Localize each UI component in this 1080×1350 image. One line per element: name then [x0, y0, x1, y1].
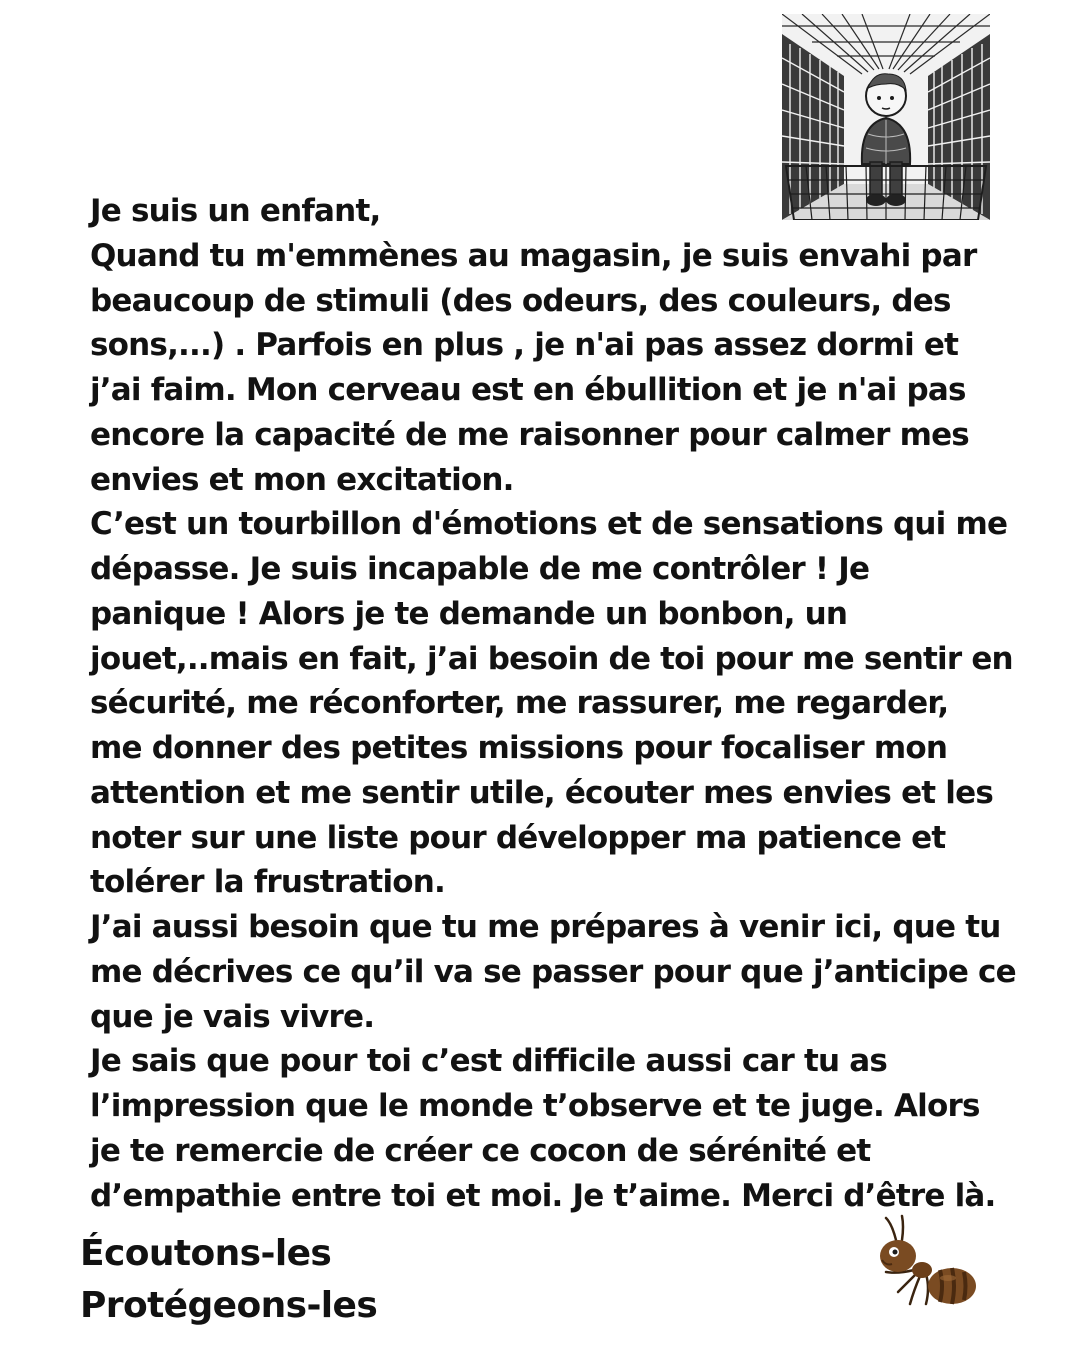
letter-line: tolérer la frustration. [90, 864, 446, 901]
letter-line: noter sur une liste pour développer ma patience et [90, 819, 946, 856]
letter-line: beaucoup de stimuli (des odeurs, des couleurs, des [90, 282, 951, 319]
letter-line: l’impression que le monde t’observe et te juge. Alors [90, 1088, 980, 1124]
letter-line: J’ai aussi besoin que tu me prépares à venir ici, que tu [90, 909, 1001, 945]
letter-line: je te remercie de créer ce cocon de sérénité et [90, 1132, 871, 1169]
letter-line: attention et me sentir utile, écouter mes envies et les [90, 774, 994, 811]
letter-line: d’empathie entre toi et moi. Je t’aime. Merci d’être là. [90, 1177, 996, 1214]
letter-line: dépasse. Je suis incapable de me contrôler ! Je [90, 551, 870, 587]
letter-line: sécurité, me réconforter, me rassurer, me regarder, [90, 685, 949, 722]
letter-line: que je vais vivre. [90, 998, 375, 1035]
signature [80, 1228, 580, 1332]
letter-line: envies et mon excitation. [90, 461, 514, 498]
ant-drawing [868, 1212, 980, 1316]
ant-icon [868, 1212, 980, 1316]
letter-line: me décrives ce qu’il va se passer pour que j’anticipe ce [90, 953, 1016, 990]
letter-line: Je suis un enfant, [90, 193, 381, 229]
signature-line-listen: Écoutons-les [80, 1233, 332, 1274]
letter-line: me donner des petites missions pour focaliser mon [90, 730, 948, 766]
letter-line: C’est un tourbillon d'émotions et de sensations qui me [90, 506, 1008, 543]
letter-line: Quand tu m'emmènes au magasin, je suis envahi par [90, 237, 977, 274]
letter-line: sons,...) . Parfois en plus , je n'ai pas assez dormi et [90, 327, 959, 364]
letter-line: j’ai faim. Mon cerveau est en ébullition et je n'ai pas [90, 372, 966, 408]
letter-body [90, 189, 1016, 1218]
signature-line-protect: Protégeons-les [80, 1285, 378, 1326]
letter-line: panique ! Alors je te demande un bonbon, un [90, 595, 848, 632]
letter-line: encore la capacité de me raisonner pour calmer mes [90, 416, 969, 453]
letter-line: jouet,..mais en fait, j’ai besoin de toi pour me sentir en [90, 640, 1013, 677]
letter-line: Je sais que pour toi c’est difficile aussi car tu as [90, 1043, 888, 1080]
